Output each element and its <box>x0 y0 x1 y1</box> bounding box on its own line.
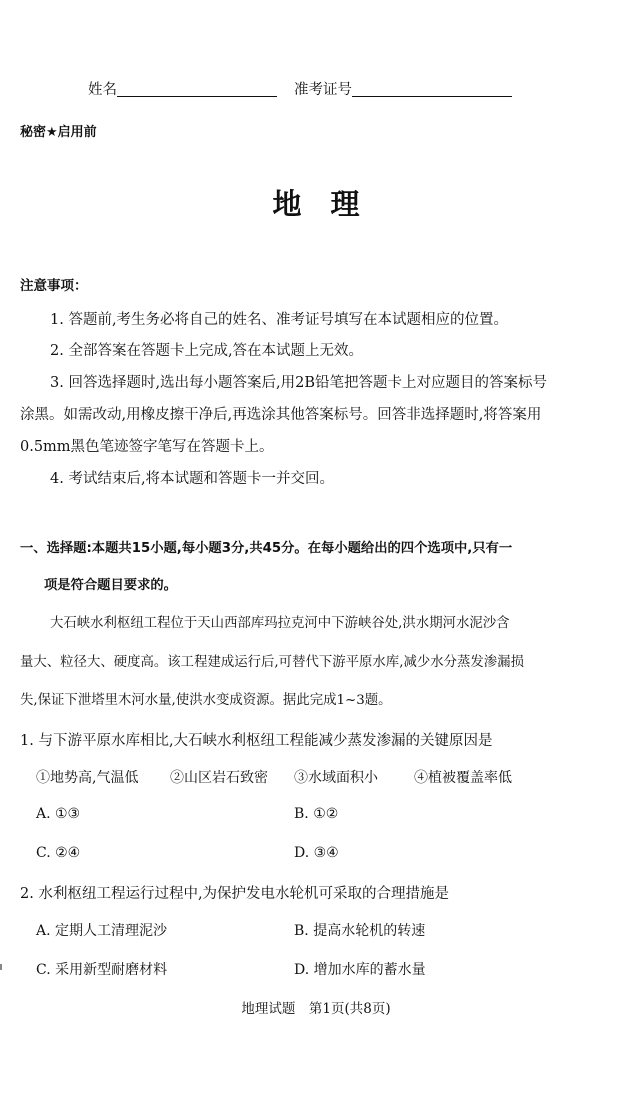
scan-mark <box>0 964 2 970</box>
exam-id-label: 准考证号 <box>294 82 352 98</box>
passage-line: 失,保证下泄塔里木河水量,使洪水变成资源。据此完成1~3题。 <box>20 693 392 708</box>
question-1-stem: 1. 与下游平原水库相比,大石峡水利枢纽工程能减少蒸发渗漏的关键原因是 <box>20 733 493 749</box>
notice-item: 0.5mm黑色笔迹签字笔写在答题卡上。 <box>20 439 274 455</box>
page-title: 地 理 <box>272 187 360 221</box>
section-heading-cont: 项是符合题目要求的。 <box>44 578 177 593</box>
page-footer: 地理试题 第1页(共8页) <box>241 1001 391 1017</box>
notice-item: 3. 回答选择题时,选出每小题答案后,用2B铅笔把答题卡上对应题目的答案标号 <box>50 375 548 391</box>
secrecy-label: 秘密★启用前 <box>20 125 97 140</box>
notice-item: 4. 考试结束后,将本试题和答题卡一并交回。 <box>50 471 335 487</box>
section-heading: 一、选择题:本题共15小题,每小题3分,共45分。在每小题给出的四个选项中,只有一 <box>20 541 513 556</box>
notice-item: 2. 全部答案在答题卡上完成,答在本试题上无效。 <box>50 343 364 359</box>
notice-item: 1. 答题前,考生务必将自己的姓名、准考证号填写在本试题相应的位置。 <box>50 312 509 328</box>
exam-id-field <box>294 78 512 99</box>
q2-option-c: C. 采用新型耐磨材料 <box>36 962 168 978</box>
q2-option-a: A. 定期人工清理泥沙 <box>36 923 168 939</box>
exam-id-blank <box>352 81 512 97</box>
q2-option-d: D. 增加水库的蓄水量 <box>294 962 426 978</box>
question-2-stem: 2. 水利枢纽工程运行过程中,为保护发电水轮机可采取的合理措施是 <box>20 886 450 902</box>
passage-line: 量大、粒径大、硬度高。该工程建成运行后,可替代下游平原水库,减少水分蒸发渗漏损 <box>20 655 524 670</box>
q1-statement: ④植被覆盖率低 <box>414 770 512 786</box>
q1-statement: ③水域面积小 <box>294 770 378 786</box>
name-label: 姓名 <box>88 82 117 98</box>
passage-line: 大石峡水利枢纽工程位于天山西部库玛拉克河中下游峡谷处,洪水期河水泥沙含 <box>50 616 510 631</box>
notice-heading: 注意事项： <box>20 278 88 294</box>
q2-option-b: B. 提高水轮机的转速 <box>294 923 426 939</box>
name-field <box>88 78 277 99</box>
q1-option-a: A. ①③ <box>36 806 81 822</box>
q1-option-b: B. ①② <box>294 806 339 822</box>
q1-option-c: C. ②④ <box>36 845 81 861</box>
notice-item: 涂黑。如需改动,用橡皮擦干净后,再选涂其他答案标号。回答非选择题时,将答案用 <box>20 407 542 423</box>
q1-option-d: D. ③④ <box>294 845 339 861</box>
q1-statement: ②山区岩石致密 <box>170 770 268 786</box>
name-blank <box>117 81 277 97</box>
q1-statement: ①地势高,气温低 <box>36 770 139 786</box>
